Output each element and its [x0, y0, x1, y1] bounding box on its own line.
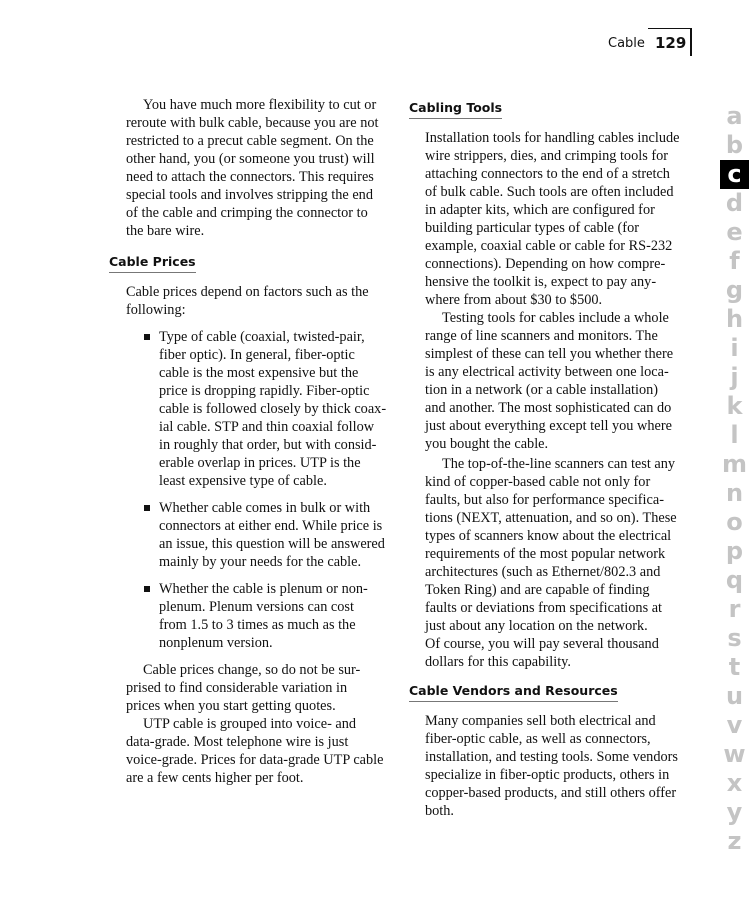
text-line: least expensive type of cable. — [159, 473, 327, 489]
text-line: Testing tools for cables include a whole — [442, 310, 669, 326]
text-line: cable is followed closely by thick coax- — [159, 401, 387, 417]
text-line: data-grade. Most telephone wire is just — [126, 734, 349, 750]
text-line: is any electrical activity between one loca- — [425, 364, 669, 380]
text-line: fiber-optic cable, as well as connectors, — [425, 731, 651, 747]
tools-paragraph-1 — [425, 129, 680, 309]
prices-paragraph-1 — [126, 661, 360, 715]
text-line: where from about $30 to $500. — [425, 292, 603, 308]
thumb-tab-b: b — [725, 131, 744, 159]
text-line: dollars for this capability. — [425, 654, 571, 670]
thumb-tab-l: l — [730, 421, 739, 449]
text-line: nonplenum version. — [159, 635, 273, 651]
page-number: 129 — [655, 34, 687, 52]
thumb-tab-h: h — [725, 305, 744, 333]
text-line: an issue, this question will be answered — [159, 536, 385, 552]
text-line: restricted to a precut cable segment. On the — [126, 133, 374, 149]
tools-paragraph-3 — [425, 455, 677, 671]
text-line: copper-based products, and still others offer — [425, 785, 677, 801]
thumb-tab-y: y — [726, 798, 743, 826]
running-title: Cable — [608, 36, 645, 51]
text-line: erable overlap in prices. UTP is the — [159, 455, 361, 471]
heading-cable-vendors: Cable Vendors and Resources — [409, 683, 618, 702]
text-line: types of scanners know about the electrical — [425, 528, 672, 544]
thumb-tab-k: k — [726, 392, 743, 420]
prices-lead-paragraph — [126, 283, 369, 319]
thumb-tab-c: c — [720, 160, 749, 189]
text-line: cable is the most expensive but the — [159, 365, 359, 381]
bullet-marker — [144, 334, 150, 340]
text-line: requirements of the most popular network — [425, 546, 666, 562]
text-line: attaching connectors to the end of a stretch — [425, 166, 670, 182]
text-line: architectures (such as Ethernet/802.3 and — [425, 564, 661, 580]
text-line: tion in a network (or a cable installation) — [425, 382, 659, 398]
text-line: voice-grade. Prices for data-grade UTP cable — [126, 752, 384, 768]
text-line: just about everything except tell you where — [425, 418, 672, 434]
heading-cable-prices: Cable Prices — [109, 254, 196, 273]
text-line: tions (NEXT, attenuation, and so on). These — [425, 510, 677, 526]
thumb-tab-f: f — [729, 247, 740, 275]
text-line: Cable prices change, so do not be sur- — [143, 662, 361, 678]
heading-cabling-tools: Cabling Tools — [409, 100, 502, 119]
text-line: faults or deviations from specifications at — [425, 600, 663, 616]
text-line: in adapter kits, which are configured for — [425, 202, 655, 218]
thumb-tab-r: r — [728, 595, 741, 623]
bullet-item-1 — [159, 328, 386, 490]
text-line: prices when you start getting quotes. — [126, 698, 336, 714]
thumb-tab-v: v — [726, 711, 743, 739]
thumb-tab-t: t — [728, 653, 741, 681]
bullet-marker — [144, 586, 150, 592]
prices-paragraph-2 — [126, 715, 383, 787]
text-line: need to attach the connectors. This requires — [126, 169, 374, 185]
bullet-item-3 — [159, 580, 368, 652]
text-line: Token Ring) and are capable of finding — [425, 582, 650, 598]
text-line: UTP cable is grouped into voice- and — [143, 716, 357, 732]
thumb-tab-a: a — [726, 102, 743, 130]
text-line: Whether the cable is plenum or non- — [159, 581, 368, 597]
thumb-tab-e: e — [726, 218, 743, 246]
text-line: of the cable and crimping the connector to — [126, 205, 368, 221]
bullet-marker — [144, 505, 150, 511]
header-rule — [648, 28, 692, 29]
text-line: both. — [425, 803, 454, 819]
text-line: the bare wire. — [126, 223, 205, 239]
thumb-tab-w: w — [723, 740, 746, 768]
text-line: faults, but also for performance specifica- — [425, 492, 664, 508]
text-line: Type of cable (coaxial, twisted-pair, — [159, 329, 365, 345]
text-line: from 1.5 to 3 times as much as the — [159, 617, 356, 633]
text-line: you bought the cable. — [425, 436, 549, 452]
thumb-tab-i: i — [730, 334, 739, 362]
text-line: just about any location on the network. — [425, 618, 648, 634]
intro-paragraph — [126, 96, 378, 240]
text-line: kind of copper-based cable not only for — [425, 474, 651, 490]
text-line: Cable prices depend on factors such as the — [126, 284, 369, 300]
text-line: special tools and involves stripping the end — [126, 187, 373, 203]
text-line: range of line scanners and monitors. The — [425, 328, 658, 344]
text-line: and another. The most sophisticated can do — [425, 400, 672, 416]
text-line: mainly by your needs for the cable. — [159, 554, 362, 570]
text-line: connectors at either end. While price is — [159, 518, 383, 534]
text-line: following: — [126, 302, 186, 318]
text-line: ial cable. STP and thin coaxial follow — [159, 419, 375, 435]
tools-paragraph-2 — [425, 309, 673, 453]
text-line: Many companies sell both electrical and — [425, 713, 656, 729]
text-line: Of course, you will pay several thousand — [425, 636, 659, 652]
thumb-tab-o: o — [726, 508, 743, 536]
text-line: in roughly that order, but with consid- — [159, 437, 377, 453]
text-line: plenum. Plenum versions can cost — [159, 599, 354, 615]
text-line: connections). Depending on how compre- — [425, 256, 666, 272]
text-line: reroute with bulk cable, because you are not — [126, 115, 379, 131]
thumb-tab-g: g — [725, 276, 744, 304]
text-line: building particular types of cable (for — [425, 220, 639, 236]
text-line: of bulk cable. Such tools are often included — [425, 184, 674, 200]
text-line: hensive the toolkit is, expect to pay any- — [425, 274, 657, 290]
thumb-tab-d: d — [725, 189, 744, 217]
text-line: fiber optic). In general, fiber-optic — [159, 347, 355, 363]
text-line: You have much more flexibility to cut or — [143, 97, 377, 113]
header-rule-vertical — [690, 28, 692, 56]
thumb-tab-p: p — [725, 537, 744, 565]
text-line: installation, and testing tools. Some vendors — [425, 749, 678, 765]
text-line: The top-of-the-line scanners can test any — [442, 456, 676, 472]
thumb-tab-m: m — [721, 450, 747, 478]
text-line: simplest of these can tell you whether there — [425, 346, 674, 362]
text-line: price is dropping rapidly. Fiber-optic — [159, 383, 370, 399]
text-line: Whether cable comes in bulk or with — [159, 500, 371, 516]
text-line: prised to find considerable variation in — [126, 680, 348, 696]
thumb-tab-z: z — [727, 827, 742, 855]
thumb-tab-s: s — [727, 624, 742, 652]
text-line: Installation tools for handling cables include — [425, 130, 680, 146]
text-line: example, coaxial cable or cable for RS-232 — [425, 238, 673, 254]
vendors-paragraph — [425, 712, 678, 820]
thumb-tab-j: j — [730, 363, 739, 391]
text-line: other hand, you (or someone you trust) will — [126, 151, 375, 167]
thumb-tab-u: u — [725, 682, 744, 710]
thumb-tab-x: x — [726, 769, 743, 797]
text-line: specialize in fiber-optic products, others in — [425, 767, 670, 783]
text-line: wire strippers, dies, and crimping tools for — [425, 148, 668, 164]
bullet-item-2 — [159, 499, 385, 571]
text-line: are a few cents higher per foot. — [126, 770, 304, 786]
thumb-tab-n: n — [725, 479, 744, 507]
thumb-tab-q: q — [725, 566, 744, 594]
